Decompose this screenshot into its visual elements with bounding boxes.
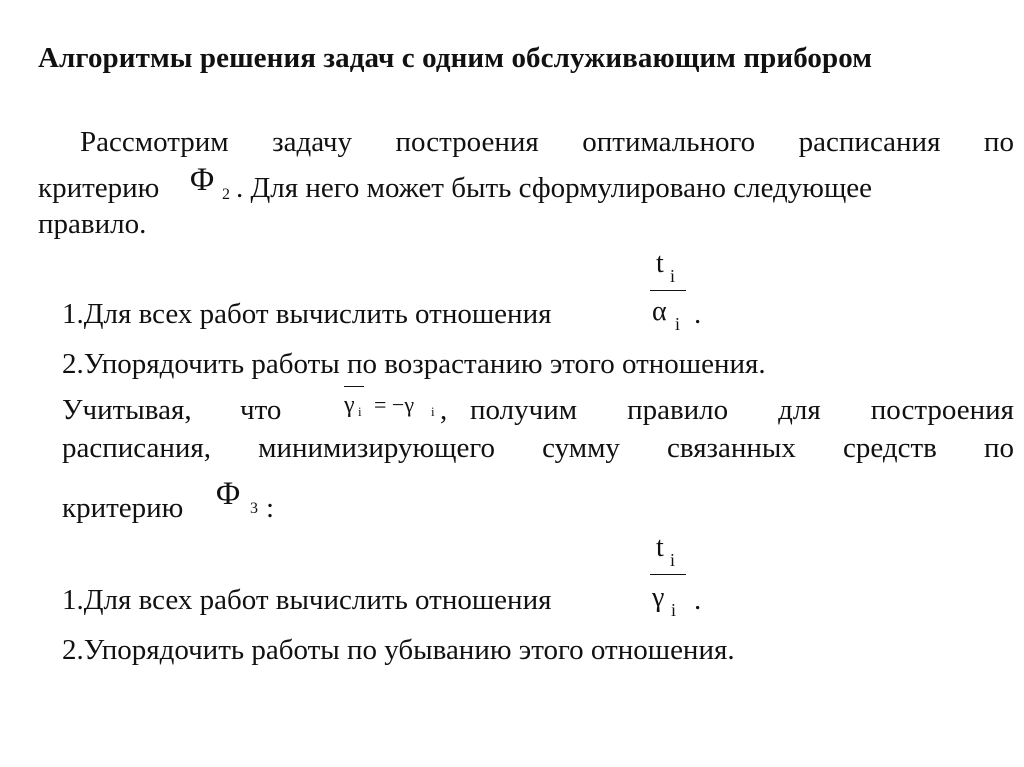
considering-word: правило [627,394,729,426]
formula-sub: i [358,404,362,419]
intro-line-1 [40,124,1014,160]
rule1-step1-period: . [694,298,702,330]
formula-sub-2: i [431,404,435,419]
considering-word: по [983,432,1014,464]
phi-subscript: 2 [222,186,230,203]
considering-line-1-rest [470,392,1014,428]
fraction-denominator-sub: i [675,314,681,334]
intro-word: расписания [798,126,941,158]
considering-word: расписания, [62,432,212,464]
intro-word: построения [395,126,539,158]
intro-word: Рассмотрим [80,126,229,158]
phi-symbol: Φ [216,476,241,512]
rule2-step1-period: . [694,584,702,616]
formula-equals: = −γ [374,392,415,417]
formula-comma: , [440,394,448,426]
fraction-denominator: γ [652,582,665,613]
fraction-numerator: t [656,248,664,279]
fraction-numerator-sub: i [670,550,676,570]
considering-word: средств [843,432,937,464]
fraction-denominator-sub: i [671,600,677,620]
fraction-denominator: α [652,296,667,327]
intro-criterion-label: критерию [38,172,160,204]
phi-symbol: Φ [190,162,215,198]
intro-word: по [983,126,1014,158]
rule2-step2: 2.Упорядочить работы по убыванию этого отношения. [62,634,735,666]
fraction-numerator-sub: i [670,266,676,286]
slide-title: Алгоритмы решения задач с одним обслуживающим прибором [38,42,873,74]
considering-word: для [778,394,821,426]
phi-subscript: 3 [250,500,258,517]
fraction-numerator: t [656,532,664,563]
rule1-step2: 2.Упорядочить работы по возрастанию этого отношения. [62,348,766,380]
intro-word: оптимального [582,126,756,158]
rule2-step1: 1.Для всех работ вычислить отношения [62,584,552,616]
intro-line-2-rest: . Для него может быть сформулировано следующее [236,172,873,204]
considering-word: сумму [542,432,620,464]
gamma-overline [344,386,364,387]
considering-colon: : [266,492,275,524]
considering-word: связанных [667,432,796,464]
considering-word: минимизирующего [258,432,496,464]
considering-word: Учитывая, [62,394,192,426]
considering-criterion-label: критерию [62,492,184,524]
considering-word: построения [870,394,1014,426]
intro-line-3: правило. [38,208,147,240]
rule1-step1: 1.Для всех работ вычислить отношения [62,298,552,330]
considering-line-2 [62,430,1014,466]
fraction-bar [650,574,686,575]
fraction-bar [650,290,686,291]
considering-that: что [240,394,282,426]
intro-line-2 [38,170,159,206]
intro-word: задачу [272,126,353,158]
considering-word: получим [470,394,578,426]
formula-gamma: γ [344,392,355,418]
